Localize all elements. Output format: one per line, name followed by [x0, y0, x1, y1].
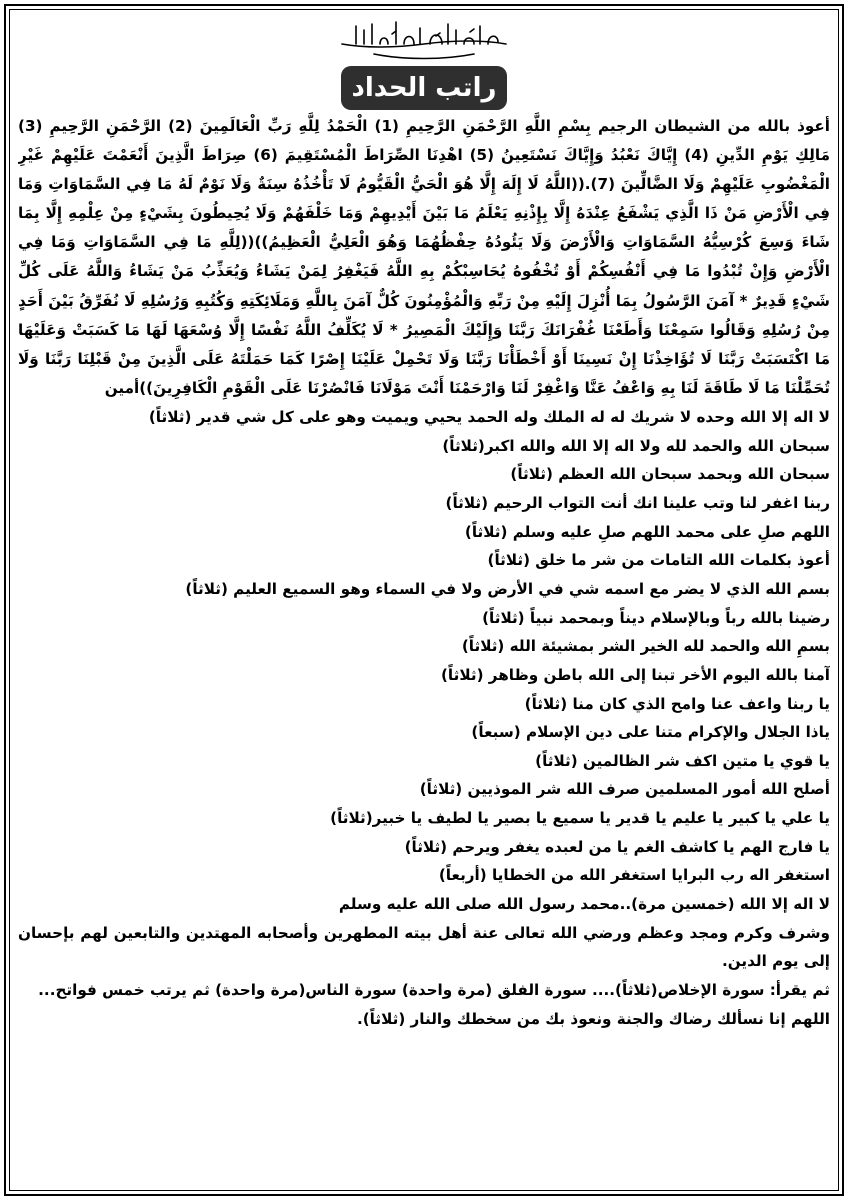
- dhikr-list: [18, 403, 830, 919]
- dhikr-line: بسم الله الذي لا يضر مع اسمه شي في الأرض ولا في السماء وهو السميع العليم (ثلاثاً): [185, 579, 830, 598]
- dhikr-line: ربنا اغفر لنا وتب علينا انك أنت التواب الرحيم (ثلاثاً): [445, 493, 830, 512]
- dhikr-line: اللهم صلِ على محمد اللهم صلِ عليه وسلم (ثلاثاً): [464, 522, 830, 541]
- dhikr-line: أعوذ بكلمات الله التامات من شر ما خلق (ثلاثاً): [487, 551, 830, 570]
- dhikr-line: رضينا بالله رباً وبالإسلام ديناً وبمحمد نبياً (ثلاثاً): [482, 608, 830, 627]
- dhikr-line: يا ربنا واعف عنا وامح الذي كان منا (ثلاثاً): [524, 694, 830, 713]
- dhikr-line: استغفر اله رب البرايا استغفر الله من الخطايا (أربعاً): [438, 866, 830, 885]
- dhikr-line: لا اله إلا الله وحده لا شريك له له الملك وله الحمد يحيي ويميت وهو على كل شي قدير (ثلاثاً): [148, 407, 830, 426]
- dhikr-line: يا فارج الهم يا كاشف الغم يا من لعبده يغفر ويرحم (ثلاثاً): [404, 837, 830, 856]
- dhikr-line: آمنا بالله اليوم الأخر تبنا إلى الله باطن وظاهر (ثلاثاً): [440, 665, 830, 684]
- salawat-paragraph: وشرف وكرم ومجد وعظم ورضي الله تعالى عنة أهل بيته المطهرين وأصحابه المهتدين والتابعين لهم بإحسان إلى يوم الدين.: [18, 923, 830, 971]
- text-body: [18, 112, 830, 1186]
- dhikr-line: يا علي يا كبير يا عليم يا قدير يا سميع يا بصير يا لطيف يا خبير(ثلاثاً): [330, 809, 830, 828]
- dhikr-line: يا قوي يا متين اكف شر الظالمين (ثلاثاً): [535, 751, 830, 770]
- dhikr-line: لا اله إلا الله (خمسين مرة)..محمد رسول الله صلى الله عليه وسلم: [338, 895, 830, 914]
- dhikr-line: ياذا الجلال والإكرام متنا على دين الإسلام (سبعاً): [471, 723, 830, 742]
- surahs-instruction: ثم يقرأ: سورة الإخلاص(ثلاثاً).... سورة الفلق (مرة واحدة) سورة الناس(مرة واحدة) ثم يرتب خمس فواتح...: [38, 981, 830, 1000]
- dhikr-line: أصلح الله أمور المسلمين صرف الله شر الموذيين (ثلاثاً): [419, 780, 830, 799]
- final-dua: اللهم إنا نسألك رضاك والجنة ونعوذ بك من سخطك والنار (ثلاثاً).: [356, 1009, 830, 1028]
- dhikr-line: سبحان الله وبحمد سبحان الله العظم (ثلاثاً): [510, 465, 830, 484]
- dhikr-line: سبحان الله والحمد لله ولا اله إلا الله والله اكبر(ثلاثاً): [442, 436, 830, 455]
- opening-quran-paragraph: أعوذ بالله من الشيطان الرجيم بِسْمِ اللَّهِ الرَّحْمَنِ الرَّحِيمِ (1) الْحَمْدُ لِلَّهِ رَبِّ الْعَالَمِينَ (2) الرَّحْمَنِ الرَّحِيمِ (3) مَالِكِ يَوْمِ الدِّينِ (4) إِيَّاكَ نَعْبُدُ وَإِيَّاكَ نَسْتَعِينُ (5) اهْدِنَا الصِّرَاطَ الْمُسْتَقِيمَ (6) صِرَاطَ الَّذِينَ أَنْعَمْتَ عَلَيْهِمْ غَيْرِ الْمَغْضُوبِ عَلَيْهِمْ وَلَا الضَّالِّينَ (7).((اللَّهُ لَا إِلَهَ إِلَّا هُوَ الْحَيُّ الْقَيُّومُ لَا تَأْخُذُهُ سِنَةٌ وَلَا نَوْمٌ لَهُ مَا فِي السَّمَاوَاتِ وَمَا فِي الْأَرْضِ مَنْ ذَا الَّذِي يَشْفَعُ عِنْدَهُ إِلَّا بِإِذْنِهِ يَعْلَمُ مَا بَيْنَ أَيْدِيهِمْ وَمَا خَلْفَهُمْ وَلَا يُحِيطُونَ بِشَيْءٍ مِنْ عِلْمِهِ إِلَّا بِمَا شَاءَ وَسِعَ كُرْسِيُّهُ السَّمَاوَاتِ وَالْأَرْضَ وَلَا يَئُودُهُ حِفْظُهُمَا وَهُوَ الْعَلِيُّ الْعَظِيمُ))((لِلَّهِ مَا فِي السَّمَاوَاتِ وَمَا فِي الْأَرْضِ وَإِنْ تُبْدُوا مَا فِي أَنْفُسِكُمْ أَوْ تُخْفُوهُ يُحَاسِبْكُمْ بِهِ اللَّهُ فَيَغْفِرُ لِمَنْ يَشَاءُ وَيُعَذِّبُ مَنْ يَشَاءُ وَاللَّهُ عَلَى كُلِّ شَيْءٍ قَدِيرٌ * آمَنَ الرَّسُولُ بِمَا أُنْزِلَ إِلَيْهِ مِنْ رَبِّهِ وَالْمُؤْمِنُونَ كُلٌّ آمَنَ بِاللَّهِ وَمَلَائِكَتِهِ وَكُتُبِهِ وَرُسُلِهِ لَا نُفَرِّقُ بَيْنَ أَحَدٍ مِنْ رُسُلِهِ وَقَالُوا سَمِعْنَا وَأَطَعْنَا غُفْرَانَكَ رَبَّنَا وَإِلَيْكَ الْمَصِيرُ * لَا يُكَلِّفُ اللَّهُ نَفْسًا إِلَّا وُسْعَهَا لَهَا مَا كَسَبَتْ وَعَلَيْهَا مَا اكْتَسَبَتْ رَبَّنَا لَا تُؤَاخِذْنَا إِنْ نَسِينَا أَوْ أَخْطَأْنَا رَبَّنَا وَلَا تَحْمِلْ عَلَيْنَا إِصْرًا كَمَا حَمَلْتَهُ عَلَى الَّذِينَ مِنْ قَبْلِنَا رَبَّنَا وَلَا تُحَمِّلْنَا مَا لَا طَاقَةَ لَنَا بِهِ وَاعْفُ عَنَّا وَاغْفِرْ لَنَا وَارْحَمْنَا أَنْتَ مَوْلَانَا فَانْصُرْنَا عَلَى الْقَوْمِ الْكَافِرِينَ))أمين: [18, 117, 830, 397]
- page-title: راتب الحداد: [341, 66, 507, 110]
- basmala-calligraphy-icon: [334, 14, 514, 62]
- dhikr-line: بسمِ الله والحمد لله الخير الشر بمشيئة الله (ثلاثاً): [461, 637, 830, 656]
